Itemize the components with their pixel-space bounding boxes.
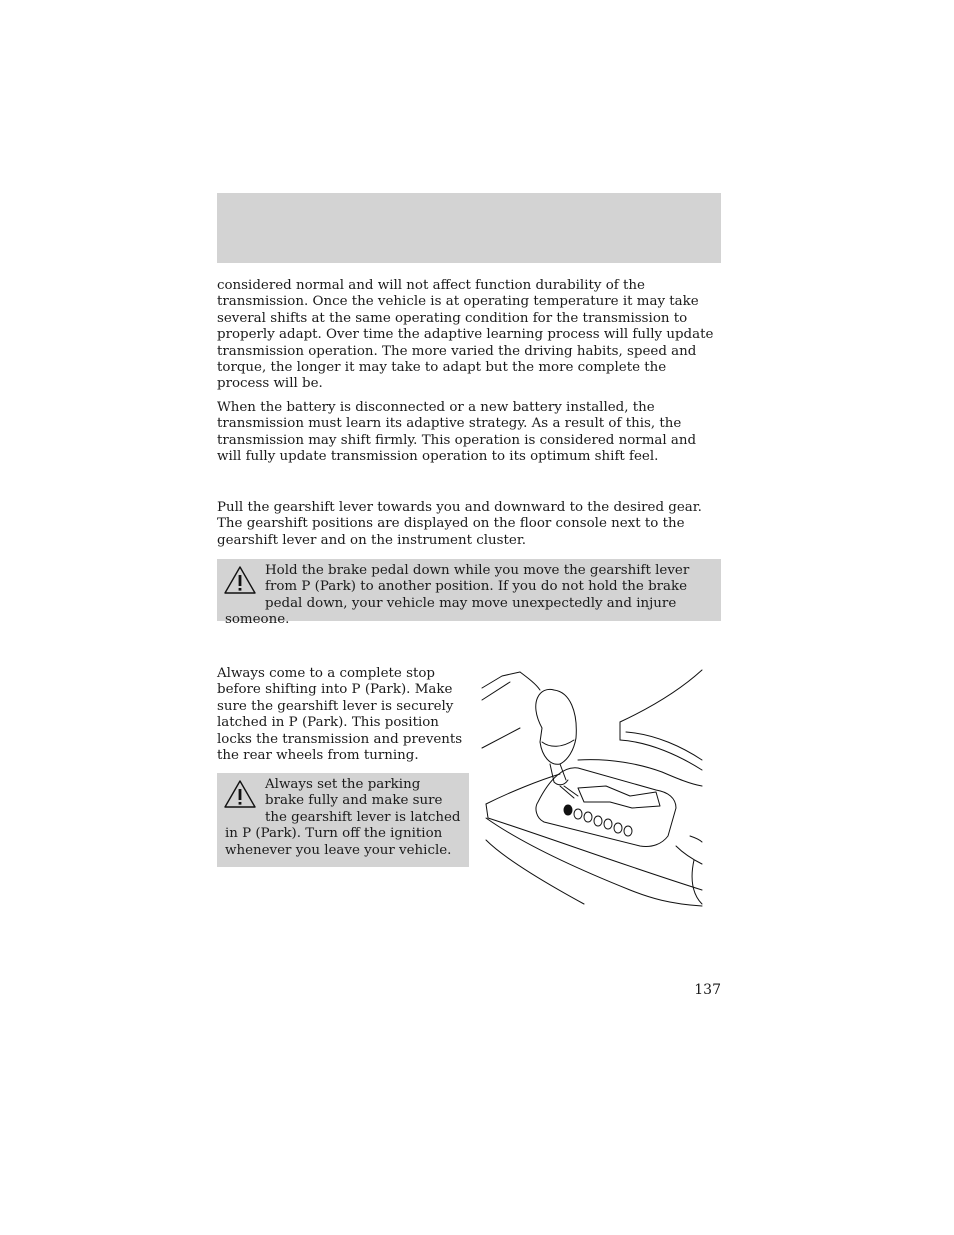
paragraph-battery-disconnect: When the battery is disconnected or a new battery installed, the transmission must learn its adaptive strategy. As a result of this, the transmission may shift firmly. This operation is considered normal and will fully update transmission operation to its optimum shift feel. [217, 400, 697, 465]
warning-text-brake-pedal: Hold the brake pedal down while you move the gearshift lever from P (Park) to another position. If you do not hold the brake pedal down, your vehicle may move unexpectedly and injure someone. [225, 563, 690, 628]
warning-box-brake-pedal [217, 559, 721, 628]
warning-triangle-icon [223, 565, 257, 595]
paragraph-park-position: Always come to a complete stop before shifting into P (Park). Make sure the gearshift lever is securely latched in P (Park). This position locks the transmission and prevents the rear wheels from turning. [217, 666, 463, 764]
section-header-band [217, 193, 721, 263]
warning-triangle-icon [223, 779, 257, 809]
gearshift-console-illustration [480, 668, 722, 908]
paragraph-gearshift-operation: Pull the gearshift lever towards you and downward to the desired gear. The gearshift positions are displayed on the floor console next to the gearshift lever and on the instrument cluster. [217, 500, 702, 548]
warning-text-parking-brake: Always set the parking brake fully and make sure the gearshift lever is latched in P (Park). Turn off the ignition whenever you leave your vehicle. [225, 777, 461, 858]
warning-box-parking-brake [217, 773, 469, 867]
paragraph-adaptive-learning: considered normal and will not affect function durability of the transmission. Once the vehicle is at operating temperature it may take several shifts at the same operating condition for the transmission to properly adapt. Over time the adaptive learning process will fully update transmission operation. The more varied the driving habits, speed and torque, the longer it may take to adapt but the more complete the process will be. [217, 278, 714, 392]
page-number: 137 [694, 982, 721, 998]
